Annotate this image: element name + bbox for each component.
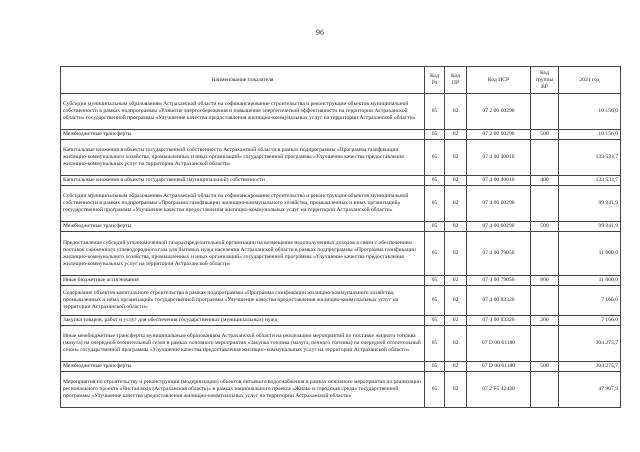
table-row	[61, 362, 621, 372]
row-pr: 02	[445, 286, 467, 316]
row-amount: 99 341,9	[559, 186, 621, 222]
row-csr: 07 D 00 61180	[467, 326, 531, 362]
header-vr: Код группы ВР	[531, 67, 559, 94]
row-vr: 800	[531, 276, 559, 286]
row-amount: 47 907,9	[559, 372, 621, 408]
row-amount: 10 156,0	[559, 94, 621, 130]
row-pr: 02	[445, 140, 467, 176]
row-pr: 02	[445, 94, 467, 130]
table-row	[61, 276, 621, 286]
row-rz: 05	[425, 286, 445, 316]
table-row	[61, 140, 621, 176]
row-amount: 304 275,7	[559, 362, 621, 372]
row-rz: 05	[425, 232, 445, 276]
row-name: Межбюджетные трансферты	[61, 130, 425, 140]
row-pr: 02	[445, 232, 467, 276]
page-number: 96	[316, 28, 324, 37]
header-csr: Код ЦСР	[467, 67, 531, 94]
row-vr	[531, 94, 559, 130]
row-pr: 02	[445, 316, 467, 326]
row-pr: 02	[445, 326, 467, 362]
row-pr: 02	[445, 276, 467, 286]
row-rz: 05	[425, 186, 445, 222]
row-amount: 11 000,0	[559, 232, 621, 276]
table-header-row	[61, 67, 621, 94]
row-pr: 02	[445, 362, 467, 372]
row-csr: 07 2 00 60290	[467, 130, 531, 140]
row-vr: 500	[531, 362, 559, 372]
row-vr	[531, 372, 559, 408]
row-name: Межбюджетные трансферты	[61, 222, 425, 232]
row-amount: 7 166,0	[559, 286, 621, 316]
table-row	[61, 94, 621, 130]
row-vr	[531, 186, 559, 222]
row-csr: 07 4 00 40010	[467, 176, 531, 186]
table-row	[61, 186, 621, 222]
row-csr: 07 2 00 60290	[467, 94, 531, 130]
row-amount: 10 156,0	[559, 130, 621, 140]
row-pr: 02	[445, 176, 467, 186]
row-vr: 500	[531, 222, 559, 232]
row-vr	[531, 232, 559, 276]
row-rz: 05	[425, 276, 445, 286]
row-csr: 07 4 00 83320	[467, 316, 531, 326]
row-vr: 200	[531, 316, 559, 326]
row-name: Межбюджетные трансферты	[61, 362, 425, 372]
row-name: Капитальные вложения в объекты государственной собственности Астраханской области в рамках подпрограммы «Программа газификации жилищно-коммунального хозяйства, промышленных и иных организаций» государственной программы «Улучшение качества предоставления жилищно-коммунальных услуг на территории Астраханской области»	[61, 140, 425, 176]
budget-table	[60, 66, 621, 408]
row-rz: 05	[425, 372, 445, 408]
row-vr	[531, 326, 559, 362]
row-rz: 05	[425, 222, 445, 232]
row-amount: 11 000,0	[559, 276, 621, 286]
row-csr: 07 4 00 60290	[467, 186, 531, 222]
header-rz: Код Рз	[425, 67, 445, 94]
row-amount: 7 166,0	[559, 316, 621, 326]
row-rz: 05	[425, 140, 445, 176]
row-pr: 02	[445, 186, 467, 222]
table-row	[61, 372, 621, 408]
row-name: Субсидии муниципальным образованиям Астраханской области на софинансирование строительства и реконструкции объектов муниципальной собственности в рамках подпрограммы «Программа газификации жилищно-коммунального хозяйства, промышленных и иных организаций» государственной программы «Улучшение качества предоставления жилищно-коммунальных услуг на территории Астраханской области»	[61, 186, 425, 222]
row-amount: 133 533,7	[559, 176, 621, 186]
table-row	[61, 286, 621, 316]
table-row	[61, 326, 621, 362]
row-pr: 02	[445, 372, 467, 408]
row-vr	[531, 140, 559, 176]
header-name: Наименование показателя	[61, 67, 425, 94]
row-vr: 400	[531, 176, 559, 186]
table-row	[61, 232, 621, 276]
row-name: Закупка товаров, работ и услуг для обеспечения государственных (муниципальных) нужд	[61, 316, 425, 326]
row-vr	[531, 286, 559, 316]
row-rz: 05	[425, 176, 445, 186]
row-rz: 05	[425, 326, 445, 362]
row-name: Мероприятия по строительству и реконструкции (модернизации) объектов питьевого водоснабжения в рамках основного мероприятия по реализации регионального проекта «Чистая вода (Астраханская область)» в рамках национального проекта «Жилье и городская среда» государственной программы «Улучшение качества предоставления жилищно-коммунальных услуг на территории Астраханской области»	[61, 372, 425, 408]
header-year: 2021 год	[559, 67, 621, 94]
row-name: Предоставление субсидий уполномоченной газораспределительной организации на возмещение недополученных доходов в связи с обеспечением поставок сжиженного углеводородного газа для бытовых нужд населения Астраханской области в рамках подпрограммы «Программа газификации жилищно-коммунального хозяйства, промышленных и иных организаций» государственной программы «Улучшение качества предоставления жилищно-коммунальных услуг на территории Астраханской области»	[61, 232, 425, 276]
row-csr: 07 4 00 79050	[467, 232, 531, 276]
row-name: Иные межбюджетные трансферты муниципальным образованиям Астраханской области на реализацию мероприятий по поставке жидкого топлива (мазута) на очередной отопительный сезон в рамках основного мероприятия «Закупка топлива (мазута, печного топлива) на очередной отопительный сезон» государственной программы «Улучшение качества предоставления жилищно-коммунальных услуг на территории Астраханской области»	[61, 326, 425, 362]
row-vr: 500	[531, 130, 559, 140]
row-rz: 05	[425, 316, 445, 326]
row-pr: 02	[445, 130, 467, 140]
row-csr: 07 4 00 40010	[467, 140, 531, 176]
row-rz: 05	[425, 362, 445, 372]
table-row	[61, 176, 621, 186]
row-amount: 304 275,7	[559, 326, 621, 362]
row-csr: 07 2 F5 42430	[467, 372, 531, 408]
row-name: Содержание объектов капитального строительства в рамках подпрограммы «Программа газификации жилищно-коммунального хозяйства, промышленных и иных организаций» государственной программы «Улучшение качества предоставления жилищно-коммунальных услуг на территории Астраханской области»	[61, 286, 425, 316]
row-csr: 07 4 00 83320	[467, 286, 531, 316]
row-csr: 07 D 00 61180	[467, 362, 531, 372]
row-amount: 99 341,9	[559, 222, 621, 232]
row-name: Иные бюджетные ассигнования	[61, 276, 425, 286]
row-csr: 07 4 00 60290	[467, 222, 531, 232]
table-row	[61, 130, 621, 140]
row-pr: 02	[445, 222, 467, 232]
row-name: Капитальные вложения в объекты государственной (муниципальной) собственности	[61, 176, 425, 186]
header-pr: Код ПР	[445, 67, 467, 94]
row-rz: 05	[425, 94, 445, 130]
table-row	[61, 316, 621, 326]
row-rz: 05	[425, 130, 445, 140]
table-row	[61, 222, 621, 232]
row-name: Субсидии муниципальным образованиям Астраханской области на софинансирование строительства и реконструкции объектов муниципальной собственности в рамках подпрограммы «Развитие энергосбережения и повышение энергетической эффективности на территории Астраханской области» государственной программы «Улучшение качества предоставления жилищно-коммунальных услуг на территории Астраханской области»	[61, 94, 425, 130]
row-amount: 133 533,7	[559, 140, 621, 176]
row-csr: 07 4 00 79050	[467, 276, 531, 286]
